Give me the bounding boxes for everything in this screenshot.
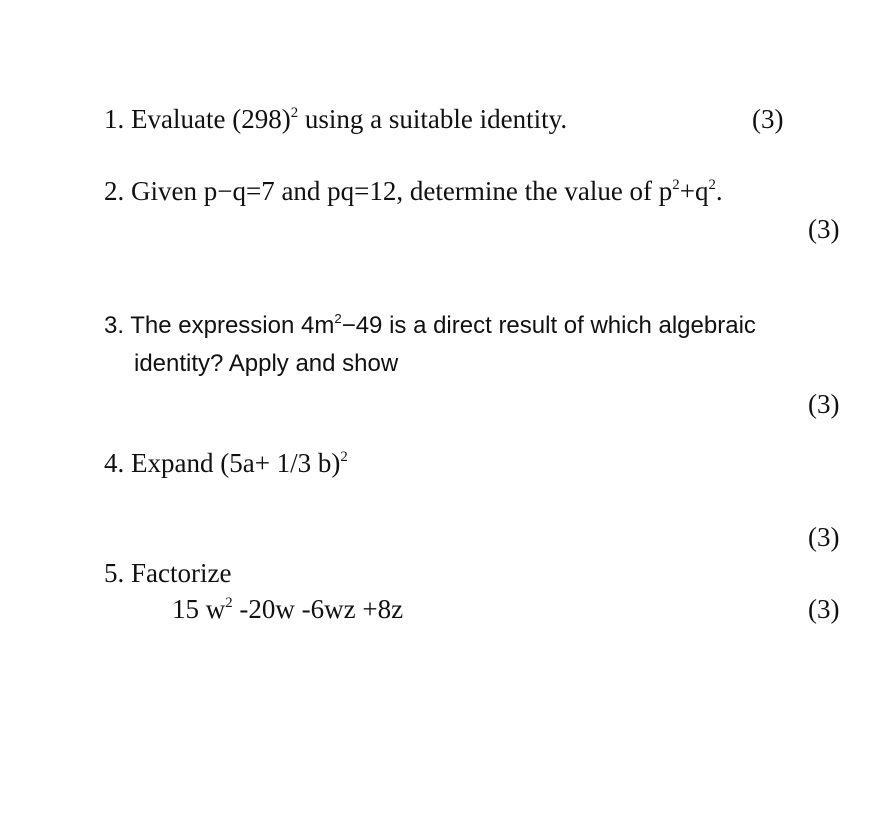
- exponent: 2: [340, 448, 348, 465]
- question-1: [104, 106, 567, 133]
- question-3-line-2: identity? Apply and show: [134, 350, 399, 377]
- question-text: The expression $4m^2-49$ is a direct result of which algebraic: [130, 311, 756, 339]
- exponent: 2: [672, 176, 680, 193]
- question-text: Expand (5a+ 1/3 b)$^2$: [131, 448, 348, 478]
- question-4-marks: (3): [808, 522, 840, 552]
- question-3: [104, 311, 756, 339]
- exponent: 2: [708, 176, 716, 193]
- question-number: 1.: [104, 104, 125, 134]
- exponent: 2: [290, 104, 299, 121]
- question-4: [104, 450, 348, 477]
- question-5-marks: (3): [808, 594, 840, 624]
- question-2: [104, 178, 723, 205]
- question-text: Evaluate $(298)^2$ using a suitable identity.: [131, 104, 568, 134]
- exponent: 2: [334, 311, 342, 327]
- question-number: 3.: [104, 312, 125, 339]
- question-number: 2.: [104, 176, 125, 206]
- question-text: Factorize: [131, 558, 232, 588]
- question-3-marks: (3): [808, 389, 840, 419]
- question-1-marks: (3): [752, 104, 784, 134]
- question-number: 4.: [104, 448, 125, 478]
- question-5: [104, 560, 231, 587]
- question-5-expression: 15 $w^2$ -20w -6wz +8z: [172, 594, 404, 624]
- question-text: Given p−q=7 and pq=12, determine the value of $p^2+q^2$.: [131, 176, 723, 206]
- exponent: 2: [225, 594, 233, 611]
- question-2-marks: (3): [808, 214, 840, 244]
- question-number: 5.: [104, 558, 125, 588]
